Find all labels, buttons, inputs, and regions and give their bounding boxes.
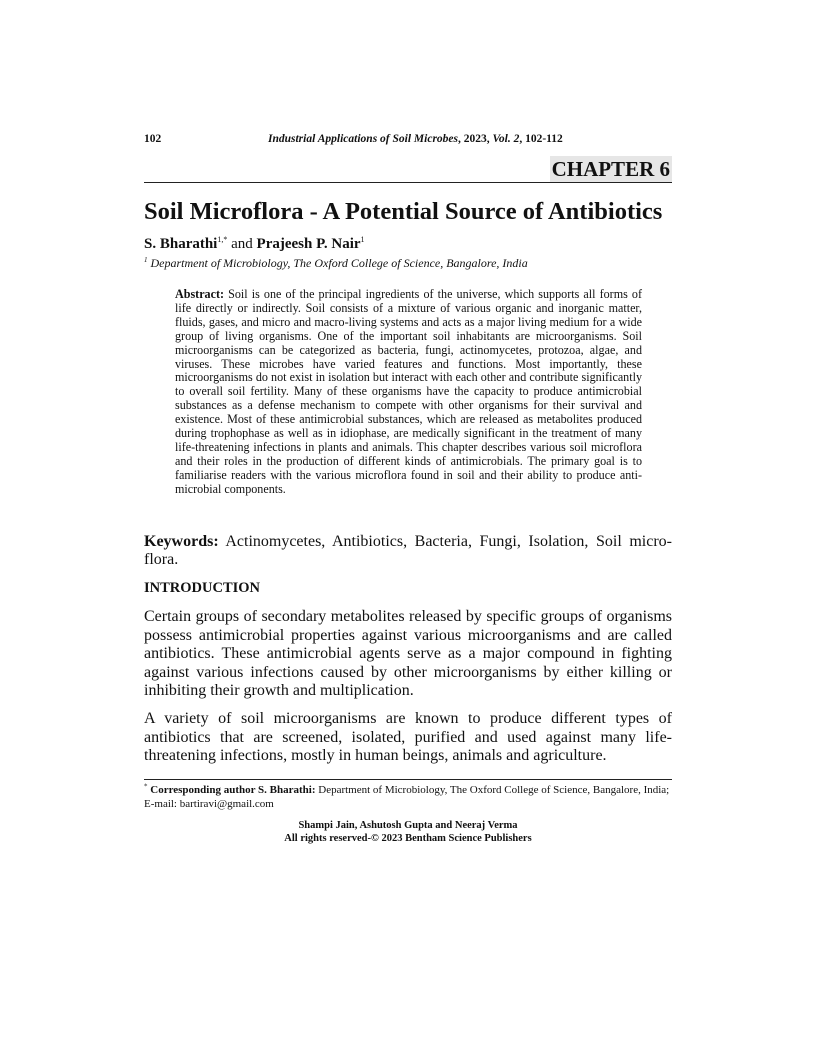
affiliation-text: Department of Microbiology, The Oxford College of Science, Bangalore, India — [147, 256, 528, 270]
abstract — [175, 288, 642, 497]
affiliation — [144, 256, 672, 271]
author-sup: 1,* — [217, 235, 228, 244]
abstract-label: Abstract: — [175, 287, 225, 301]
running-header — [144, 132, 672, 147]
body-paragraph: A variety of soil microorganisms are known to produce different types of antibiotics that are screened, isolated, purified and used against many life-threatening infections, mostly in human beings, animals and agriculture. — [144, 709, 672, 765]
footnote-sup: * — [144, 782, 148, 791]
editors: Shampi Jain, Ashutosh Gupta and Neeraj Verma — [298, 819, 518, 831]
copyright: All rights reserved-© 2023 Bentham Science Publishers — [284, 832, 532, 844]
chapter-label: CHAPTER 6 — [551, 157, 670, 181]
header-divider — [144, 182, 672, 183]
author-name: Prajeesh P. Nair — [256, 236, 361, 252]
publisher-info — [144, 819, 672, 845]
page-number: 102 — [144, 133, 162, 145]
footnote-label: Corresponding author S. Bharathi: — [147, 783, 316, 796]
body-paragraph: Certain groups of secondary metabolites released by specific groups of organisms possess antimicrobial properties against various microorganisms and are called antibiotics. These antimicrobial agents serve as a major compound in fighting against various infections caused by other microorganisms by either killing or inhibiting their growth and multiplication. — [144, 608, 672, 700]
journal-volume: Vol. 2 — [492, 133, 520, 145]
section-heading: INTRODUCTION — [144, 580, 261, 596]
journal-citation — [268, 132, 563, 147]
footnote — [144, 783, 672, 811]
author-name: S. Bharathi — [144, 236, 218, 252]
journal-year: , 2023, — [458, 133, 493, 145]
footnote-divider — [144, 779, 672, 780]
keywords-label: Keywords: — [144, 532, 219, 550]
keywords — [144, 533, 672, 570]
journal-pages: , 102-112 — [519, 133, 563, 145]
page-title: Soil Microflora - A Potential Source of Antibiotics — [144, 198, 663, 225]
journal-title: Industrial Applications of Soil Microbes — [268, 133, 458, 145]
keywords-text: Actinomycetes, Antibiotics, Bacteria, Fungi, Isolation, Soil micro-flora. — [144, 532, 672, 569]
author-sup: 1 — [360, 235, 365, 244]
chapter-label-wrap — [144, 156, 672, 182]
page-column — [144, 132, 672, 845]
abstract-text: Soil is one of the principal ingredients of the universe, which supports all forms of life directly or indirectly. Soil consists of a mixture of various organic and inorganic matter, fluids, gases, and micro and macro-living systems and acts as a major living medium for a wide group of living organisms. One of the important soil inhabitants are microorganisms. Soil microorganisms can be categorized as bacteria, fungi, actinomycetes, protozoa, algae, and viruses. These microbes have varied features and functions. Most importantly, these microorganisms do not exist in isolation but interact with each other and contribute significantly to overall soil fertility. Many of these organisms have the capacity to produce antimicrobial substances as a defense mechanism to compete with other organisms for their survival and existence. Most of these antimicrobial substances, which are released as metabolites produced during trophophase as well as in idiophase, are medically significant in the treatment of many life-threatening infections in plants and animals. This chapter describes various soil microflora and their roles in the production of different kinds of antimicrobials. The primary goal is to familiarise readers with the various microflora found in soil and their ability to produce anti-microbial components. — [175, 287, 642, 496]
author-conj: and — [227, 236, 257, 252]
affiliation-sup: 1 — [144, 256, 148, 264]
authors — [144, 235, 672, 253]
footnote-text: Department of Microbiology, The Oxford College of Science, Bangalore, India; E-mail: bartiravi@gmail.com — [144, 783, 670, 810]
